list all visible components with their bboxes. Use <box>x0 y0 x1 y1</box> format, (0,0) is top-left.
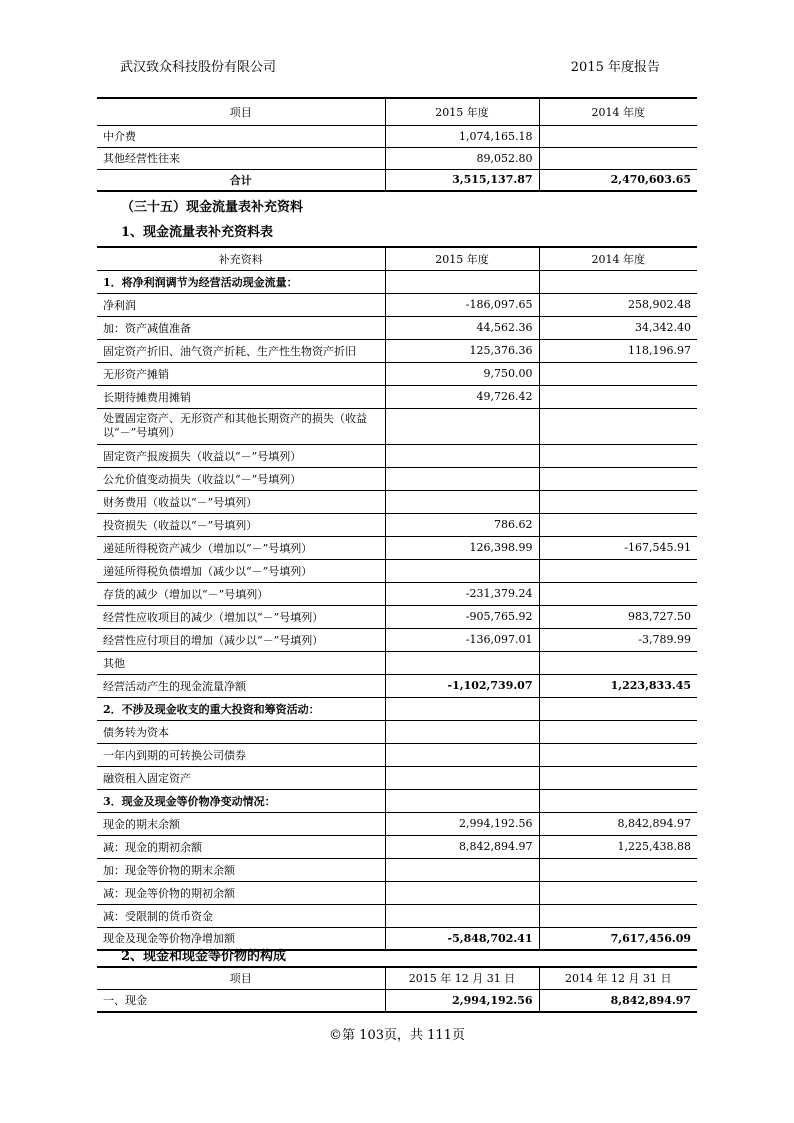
row-label: 财务费用（收益以“－”号填列） <box>97 490 385 513</box>
value-2014: 118,196.97 <box>539 339 697 362</box>
value-2014: 8,842,894.97 <box>539 812 697 835</box>
table-row <box>97 408 697 444</box>
value-2015 <box>385 743 539 766</box>
value-2015 <box>385 904 539 927</box>
column-header: 补充资料 <box>97 247 385 270</box>
table-row <box>97 559 697 582</box>
row-label: 经营性应付项目的增加（减少以“－”号填列） <box>97 628 385 651</box>
table-row <box>97 147 697 169</box>
value-2014 <box>539 125 697 147</box>
row-label: 一年内到期的可转换公司债券 <box>97 743 385 766</box>
value-2014: 258,902.48 <box>539 293 697 316</box>
row-label: 中介费 <box>97 125 385 147</box>
row-label: 存货的减少（增加以“－”号填列） <box>97 582 385 605</box>
value-2015 <box>385 881 539 904</box>
value-2015: 9,750.00 <box>385 362 539 385</box>
row-label: 债务转为资本 <box>97 720 385 743</box>
value-2015: 126,398.99 <box>385 536 539 559</box>
value-2014 <box>539 881 697 904</box>
row-label: 减：受限制的货币资金 <box>97 904 385 927</box>
table-row <box>97 812 697 835</box>
section-2-title: 2、现金和现金等价物的构成 <box>121 949 287 964</box>
row-label: 投资损失（收益以“－”号填列） <box>97 513 385 536</box>
value-2014 <box>539 362 697 385</box>
row-label: 长期待摊费用摊销 <box>97 385 385 408</box>
value-2015: 1,074,165.18 <box>385 125 539 147</box>
value-2014: 1,223,833.45 <box>539 674 697 697</box>
value-2014: 8,842,894.97 <box>539 989 697 1012</box>
row-label: 减：现金的期初余额 <box>97 835 385 858</box>
value-2015 <box>385 697 539 720</box>
value-2015: 125,376.36 <box>385 339 539 362</box>
table-row <box>97 881 697 904</box>
value-2015: -136,097.01 <box>385 628 539 651</box>
value-2014: -167,545.91 <box>539 536 697 559</box>
value-2014 <box>539 904 697 927</box>
value-2014 <box>539 147 697 169</box>
column-header: 2015 年度 <box>385 247 539 270</box>
table-row <box>97 743 697 766</box>
value-2014 <box>539 444 697 467</box>
row-label: 无形资产摊销 <box>97 362 385 385</box>
value-2015: -5,848,702.41 <box>385 927 539 950</box>
value-2014 <box>539 651 697 674</box>
other-payments-table <box>97 97 697 192</box>
value-2014 <box>539 559 697 582</box>
column-header: 2014 年度 <box>539 247 697 270</box>
value-2015: -1,102,739.07 <box>385 674 539 697</box>
row-label: 净利润 <box>97 293 385 316</box>
row-label: 其他 <box>97 651 385 674</box>
row-label: 经营活动产生的现金流量净额 <box>97 674 385 697</box>
value-2014 <box>539 743 697 766</box>
table-header-row <box>97 967 697 989</box>
value-2015 <box>385 766 539 789</box>
table-row <box>97 651 697 674</box>
table-row <box>97 125 697 147</box>
column-header: 2014 年 12 月 31 日 <box>539 967 697 989</box>
value-2015 <box>385 789 539 812</box>
row-label: 现金的期末余额 <box>97 812 385 835</box>
value-2015: 2,994,192.56 <box>385 989 539 1012</box>
value-2014 <box>539 408 697 444</box>
row-label: 2．不涉及现金收支的重大投资和筹资活动： <box>97 697 385 720</box>
value-2015 <box>385 858 539 881</box>
table-row <box>97 582 697 605</box>
value-2015: 8,842,894.97 <box>385 835 539 858</box>
value-2014 <box>539 513 697 536</box>
row-label: 固定资产报废损失（收益以“－”号填列） <box>97 444 385 467</box>
value-2014: 7,617,456.09 <box>539 927 697 950</box>
column-header: 项目 <box>97 98 385 125</box>
subtotal-row <box>97 674 697 697</box>
value-2014 <box>539 582 697 605</box>
value-2014 <box>539 270 697 293</box>
value-2015: -905,765.92 <box>385 605 539 628</box>
table-row <box>97 989 697 1012</box>
value-2014: 983,727.50 <box>539 605 697 628</box>
value-2015 <box>385 559 539 582</box>
column-header: 2015 年 12 月 31 日 <box>385 967 539 989</box>
row-label: 一、现金 <box>97 989 385 1012</box>
value-2015 <box>385 651 539 674</box>
value-2014 <box>539 789 697 812</box>
table-header-row <box>97 247 697 270</box>
value-2014 <box>539 720 697 743</box>
row-label: 递延所得税资产减少（增加以“－”号填列） <box>97 536 385 559</box>
row-label: 公允价值变动损失（收益以“－”号填列） <box>97 467 385 490</box>
report-title: 2015 年度报告 <box>570 60 660 75</box>
table-row <box>97 628 697 651</box>
row-label: 融资租入固定资产 <box>97 766 385 789</box>
table-row <box>97 316 697 339</box>
row-label: 其他经营性往来 <box>97 147 385 169</box>
row-label: 3．现金及现金等价物净变动情况： <box>97 789 385 812</box>
value-2015: 89,052.80 <box>385 147 539 169</box>
table-row <box>97 362 697 385</box>
value-2014: 1,225,438.88 <box>539 835 697 858</box>
row-label: 现金及现金等价物净增加额 <box>97 927 385 950</box>
row-label: 1．将净利润调节为经营活动现金流量： <box>97 270 385 293</box>
cash-flow-supplement-table <box>97 246 697 951</box>
table-row <box>97 605 697 628</box>
row-label: 递延所得税负债增加（减少以“－”号填列） <box>97 559 385 582</box>
value-2015: 44,562.36 <box>385 316 539 339</box>
value-2014 <box>539 385 697 408</box>
row-label: 合计 <box>97 169 385 191</box>
page-number: ©第 103页，共 111页 <box>329 1028 465 1043</box>
section-1-title: 1、现金流量表补充资料表 <box>121 225 274 240</box>
value-2014: 34,342.40 <box>539 316 697 339</box>
table-row <box>97 536 697 559</box>
table-row <box>97 858 697 881</box>
section-heading-row <box>97 789 697 812</box>
row-label: 固定资产折旧、油气资产折耗、生产性生物资产折旧 <box>97 339 385 362</box>
row-label: 经营性应收项目的减少（增加以“－”号填列） <box>97 605 385 628</box>
table-row <box>97 467 697 490</box>
section-heading-row <box>97 270 697 293</box>
value-2014 <box>539 490 697 513</box>
table-row <box>97 444 697 467</box>
section-35-title: （三十五）现金流量表补充资料 <box>121 200 304 215</box>
table-row <box>97 490 697 513</box>
company-name: 武汉致众科技股份有限公司 <box>120 60 277 75</box>
total-row <box>97 169 697 191</box>
table-row <box>97 339 697 362</box>
table-row <box>97 293 697 316</box>
table-row <box>97 385 697 408</box>
table-header-row <box>97 98 697 125</box>
value-2014: -3,789.99 <box>539 628 697 651</box>
column-header: 2015 年度 <box>385 98 539 125</box>
table-row <box>97 720 697 743</box>
value-2015: 786.62 <box>385 513 539 536</box>
table-row <box>97 513 697 536</box>
value-2014: 2,470,603.65 <box>539 169 697 191</box>
value-2015 <box>385 467 539 490</box>
column-header: 2014 年度 <box>539 98 697 125</box>
value-2014 <box>539 467 697 490</box>
row-label: 减：现金等价物的期初余额 <box>97 881 385 904</box>
value-2014 <box>539 697 697 720</box>
table-row <box>97 835 697 858</box>
value-2015: 3,515,137.87 <box>385 169 539 191</box>
cash-composition-table <box>97 966 697 1013</box>
row-label: 加：现金等价物的期末余额 <box>97 858 385 881</box>
row-label: 加：资产减值准备 <box>97 316 385 339</box>
value-2015: 2,994,192.56 <box>385 812 539 835</box>
value-2014 <box>539 766 697 789</box>
value-2015 <box>385 408 539 444</box>
section-heading-row <box>97 697 697 720</box>
column-header: 项目 <box>97 967 385 989</box>
row-label: 处置固定资产、无形资产和其他长期资产的损失（收益以“－”号填列） <box>97 408 385 444</box>
value-2015: -231,379.24 <box>385 582 539 605</box>
value-2015 <box>385 270 539 293</box>
value-2015 <box>385 490 539 513</box>
table-row <box>97 766 697 789</box>
value-2015 <box>385 720 539 743</box>
value-2015: -186,097.65 <box>385 293 539 316</box>
value-2015 <box>385 444 539 467</box>
value-2014 <box>539 858 697 881</box>
value-2015: 49,726.42 <box>385 385 539 408</box>
table-row <box>97 904 697 927</box>
